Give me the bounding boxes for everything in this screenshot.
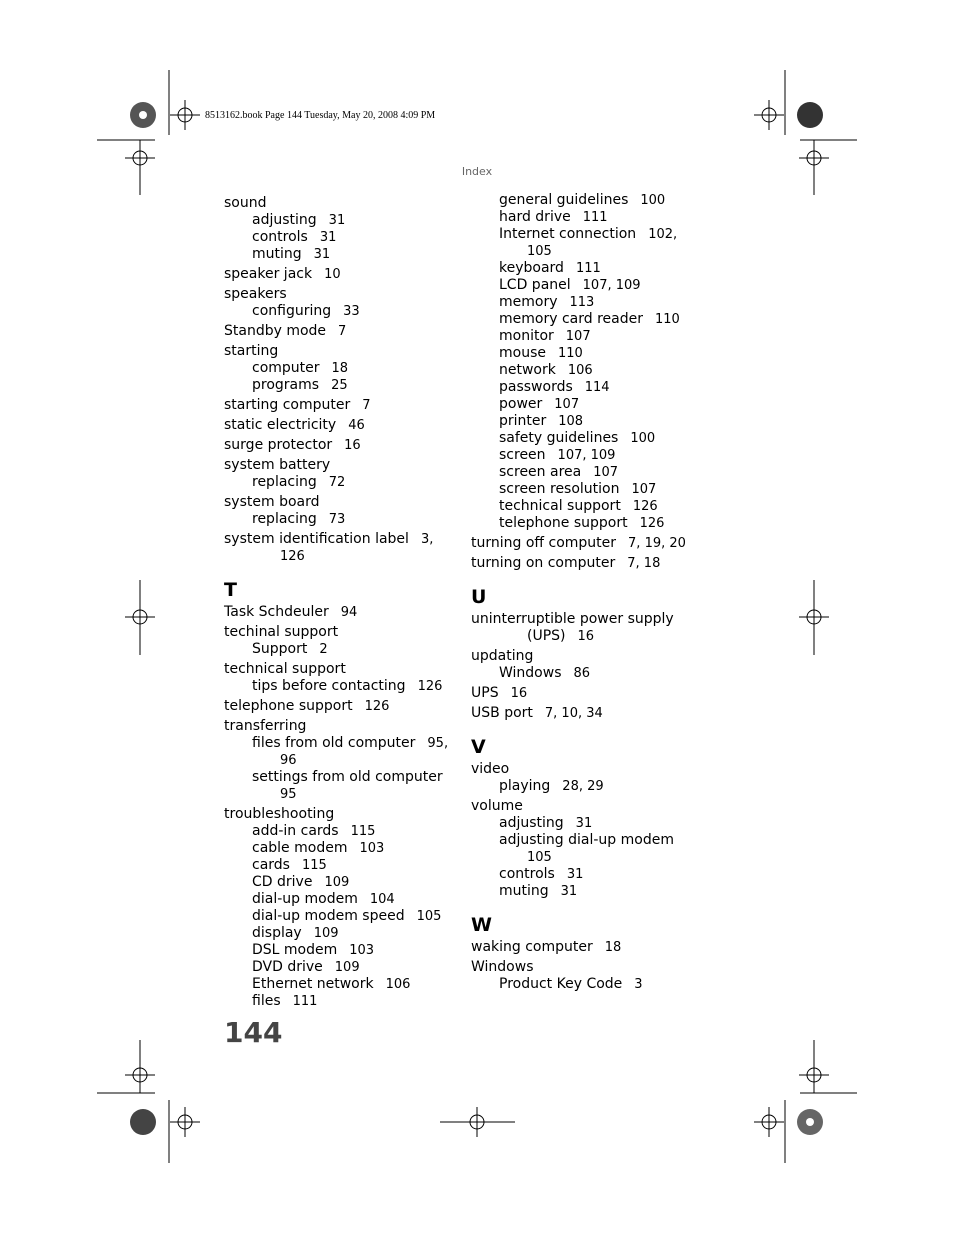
index-page-refs: 115 [301,858,327,873]
index-term: memory card reader [499,311,643,327]
index-subentry [471,665,711,682]
index-term: safety guidelines [499,430,619,446]
index-term: monitor [499,328,554,344]
index-term: updating [471,648,534,664]
index-term: techinal support [224,624,339,640]
index-term: mouse [499,345,546,361]
index-subentry [471,192,711,209]
index-entry [471,535,711,552]
index-term: sound [224,195,267,211]
index-subentry [224,874,464,891]
index-page-refs: 86 [573,666,591,681]
index-page-refs: 107 [565,329,591,344]
index-term: memory [499,294,558,310]
index-term: Product Key Code [499,976,623,992]
index-subentry [471,430,711,447]
index-term: dial-up modem speed [252,908,405,924]
index-page-refs: 7 [338,324,347,339]
index-subentry [471,362,711,379]
index-entry [224,698,464,715]
index-term: LCD panel [499,277,571,293]
index-page-refs: 109 [334,960,360,975]
index-page-refs: 105 [416,909,442,924]
index-subentry [224,840,464,857]
index-entry [224,437,464,454]
index-subentry [224,735,464,752]
index-page-refs: 103 [349,943,375,958]
index-entry [224,661,464,678]
index-term: static electricity [224,417,337,433]
index-term: muting [499,883,549,899]
index-term: tips before contacting [252,678,406,694]
index-term: hard drive [499,209,571,225]
index-term: telephone support [224,698,353,714]
index-term: network [499,362,556,378]
index-entry [224,806,464,823]
index-page-refs: 31 [328,213,346,228]
index-page-refs-continued: 96 [280,753,297,768]
index-page-refs: 73 [328,512,346,527]
index-term: starting [224,343,279,359]
index-subentry [471,294,711,311]
index-term: (UPS) [527,628,566,644]
index-subentry [224,925,464,942]
index-page-refs: 100 [630,431,656,446]
index-page-refs: 104 [369,892,395,907]
index-term: keyboard [499,260,564,276]
index-subentry [224,976,464,993]
index-subentry [224,303,464,320]
index-term: controls [252,229,308,245]
index-page-refs: 107 [631,482,657,497]
index-subentry [224,360,464,377]
index-term: controls [499,866,555,882]
index-subentry [224,942,464,959]
index-subentry [471,396,711,413]
index-entry [224,417,464,434]
index-subentry [471,379,711,396]
index-page-refs: 111 [575,261,601,276]
index-page-refs: 106 [567,363,593,378]
index-page-refs: 114 [584,380,610,395]
index-entry [224,343,464,360]
index-term: configuring [252,303,332,319]
index-entry [471,705,711,722]
index-page-refs: 31 [313,247,331,262]
index-term: power [499,396,543,412]
index-subentry [471,447,711,464]
page-number: 144 [224,1016,283,1049]
index-page-refs: 3, [420,532,434,547]
index-term: files from old computer [252,735,416,751]
index-subentry [224,993,464,1010]
index-term: files [252,993,281,1009]
index-page-refs: 2 [319,642,328,657]
index-column-right [471,192,711,993]
index-entry [224,266,464,283]
index-subentry [224,891,464,908]
index-page-refs-continued: 105 [527,244,552,259]
index-page-refs: 106 [385,977,411,992]
index-page-refs: 107 [554,397,580,412]
index-subentry [471,345,711,362]
index-term: technical support [224,661,346,677]
index-page-refs: 31 [560,884,578,899]
index-subentry [224,229,464,246]
index-term: playing [499,778,551,794]
index-page-refs: 94 [340,605,358,620]
index-subentry [471,464,711,481]
index-term: replacing [252,474,317,490]
index-term: turning on computer [471,555,616,571]
section-letter: V [471,736,486,758]
index-page-refs: 16 [510,686,528,701]
index-term: adjusting [499,815,564,831]
index-term: troubleshooting [224,806,335,822]
index-page-refs: 110 [557,346,583,361]
index-page-refs: 126 [364,699,390,714]
index-entry [224,323,464,340]
index-term: replacing [252,511,317,527]
index-page-refs: 7 [362,398,371,413]
index-subentry [471,515,711,532]
index-term: transferring [224,718,307,734]
index-term: muting [252,246,302,262]
index-page-refs: 16 [344,438,361,453]
index-page-refs: 111 [582,210,608,225]
index-term: screen [499,447,546,463]
index-page-refs: 109 [324,875,350,890]
index-term: system battery [224,457,331,473]
index-subentry [471,976,711,993]
running-header: Index [461,165,493,178]
index-page-refs: 46 [348,418,365,433]
index-term: screen resolution [499,481,620,497]
index-page-refs: 107, 109 [557,448,616,463]
index-term: speaker jack [224,266,313,282]
index-entry [471,648,711,665]
index-page-refs: 126 [632,499,658,514]
index-page-refs: 126 [639,516,665,531]
index-term: passwords [499,379,573,395]
index-page-refs: 28, 29 [562,779,604,794]
index-term: dial-up modem [252,891,358,907]
index-term: technical support [499,498,621,514]
index-term: Windows [471,959,534,975]
index-term: DVD drive [252,959,323,975]
index-entry [471,761,711,778]
index-term: display [252,925,302,941]
index-subentry [471,628,711,645]
index-subentry [471,226,711,243]
index-term: adjusting dial-up modem [499,832,674,848]
index-subentry [224,474,464,491]
index-subentry [224,511,464,528]
index-page-refs: 102, [648,227,678,242]
index-subentry [471,260,711,277]
index-term: system identification label [224,531,409,547]
index-entry [471,959,711,976]
index-page-refs: 7, 10, 34 [544,706,603,721]
section-letter: W [471,914,492,936]
index-term: CD drive [252,874,313,890]
index-subentry [224,769,464,786]
index-page-refs: 7, 18 [627,556,661,571]
index-term: add-in cards [252,823,339,839]
index-term: turning off computer [471,535,617,551]
index-page-refs: 31 [319,230,337,245]
index-term: computer [252,360,320,376]
index-entry [224,286,464,303]
index-term: starting computer [224,397,351,413]
index-entry [224,624,464,641]
index-entry [224,195,464,212]
index-term: waking computer [471,939,593,955]
index-subentry [224,678,464,695]
index-page-refs: 7, 19, 20 [628,536,686,551]
index-page-refs-continued: 126 [280,549,305,564]
index-page-refs: 110 [654,312,680,327]
index-entry [471,798,711,815]
index-subentry [224,823,464,840]
index-subentry [224,857,464,874]
index-subentry [224,959,464,976]
index-subentry [471,209,711,226]
index-term: Standby mode [224,323,327,339]
index-term: system board [224,494,320,510]
index-entry [471,939,711,956]
index-subentry [471,413,711,430]
index-subentry [471,481,711,498]
index-term: Ethernet network [252,976,374,992]
index-subentry [471,832,711,849]
index-term: USB port [471,705,533,721]
index-entry [471,611,711,628]
index-term: speakers [224,286,287,302]
index-page-refs: 31 [566,867,584,882]
index-entry [471,555,711,572]
index-term: uninterruptible power supply [471,611,674,627]
index-entry [224,531,464,548]
index-page-refs: 31 [575,816,593,831]
index-page-refs: 109 [313,926,339,941]
index-subentry [471,866,711,883]
index-subentry [471,328,711,345]
index-page-refs-continued: 105 [527,850,552,865]
index-term: general guidelines [499,192,629,208]
index-term: adjusting [252,212,317,228]
index-page-refs: 16 [577,629,595,644]
index-entry [224,457,464,474]
print-slug: 8513162.book Page 144 Tuesday, May 20, 2008 4:09 PM [205,110,436,121]
index-page-refs: 18 [604,940,622,955]
index-term: video [471,761,510,777]
index-page-refs: 115 [350,824,376,839]
index-page-refs: 72 [328,475,346,490]
index-page-refs: 25 [331,378,348,393]
index-term: surge protector [224,437,333,453]
index-subentry [224,212,464,229]
index-page-refs: 33 [343,304,360,319]
index-subentry [224,246,464,263]
index-entry [224,494,464,511]
index-subentry [471,778,711,795]
index-page-refs: 113 [569,295,595,310]
index-term: UPS [471,685,499,701]
index-entry [224,604,464,621]
index-term: Support [252,641,308,657]
index-subentry [471,883,711,900]
index-entry [224,718,464,735]
index-entry [471,685,711,702]
index-term: programs [252,377,320,393]
index-term: DSL modem [252,942,338,958]
index-term: telephone support [499,515,628,531]
index-subentry [471,311,711,328]
index-term: printer [499,413,547,429]
index-page-refs: 107 [593,465,619,480]
index-page-refs-continued: 95 [280,787,297,802]
index-page-refs: 107, 109 [582,278,641,293]
index-page-refs: 100 [640,193,666,208]
index-subentry [471,277,711,294]
index-subentry [224,908,464,925]
index-page-refs: 18 [331,361,349,376]
index-page-refs: 111 [292,994,318,1009]
index-page-refs: 3 [634,977,643,992]
index-entry [224,397,464,414]
index-term: screen area [499,464,582,480]
index-page-refs: 108 [558,414,584,429]
section-letter: U [471,586,487,608]
index-subentry [224,641,464,658]
index-page-refs: 10 [324,267,341,282]
section-letter: T [224,579,237,601]
index-subentry [471,498,711,515]
index-term: cards [252,857,290,873]
index-term: Windows [499,665,562,681]
index-page-refs: 103 [359,841,385,856]
index-term: Task Schdeuler [224,604,329,620]
index-term: Internet connection [499,226,637,242]
index-term: volume [471,798,523,814]
index-term: settings from old computer [252,769,443,785]
index-page-refs: 95, [427,736,449,751]
index-term: cable modem [252,840,348,856]
index-subentry [471,815,711,832]
index-column-left [224,192,464,1010]
index-page-refs: 126 [417,679,443,694]
index-subentry [224,377,464,394]
